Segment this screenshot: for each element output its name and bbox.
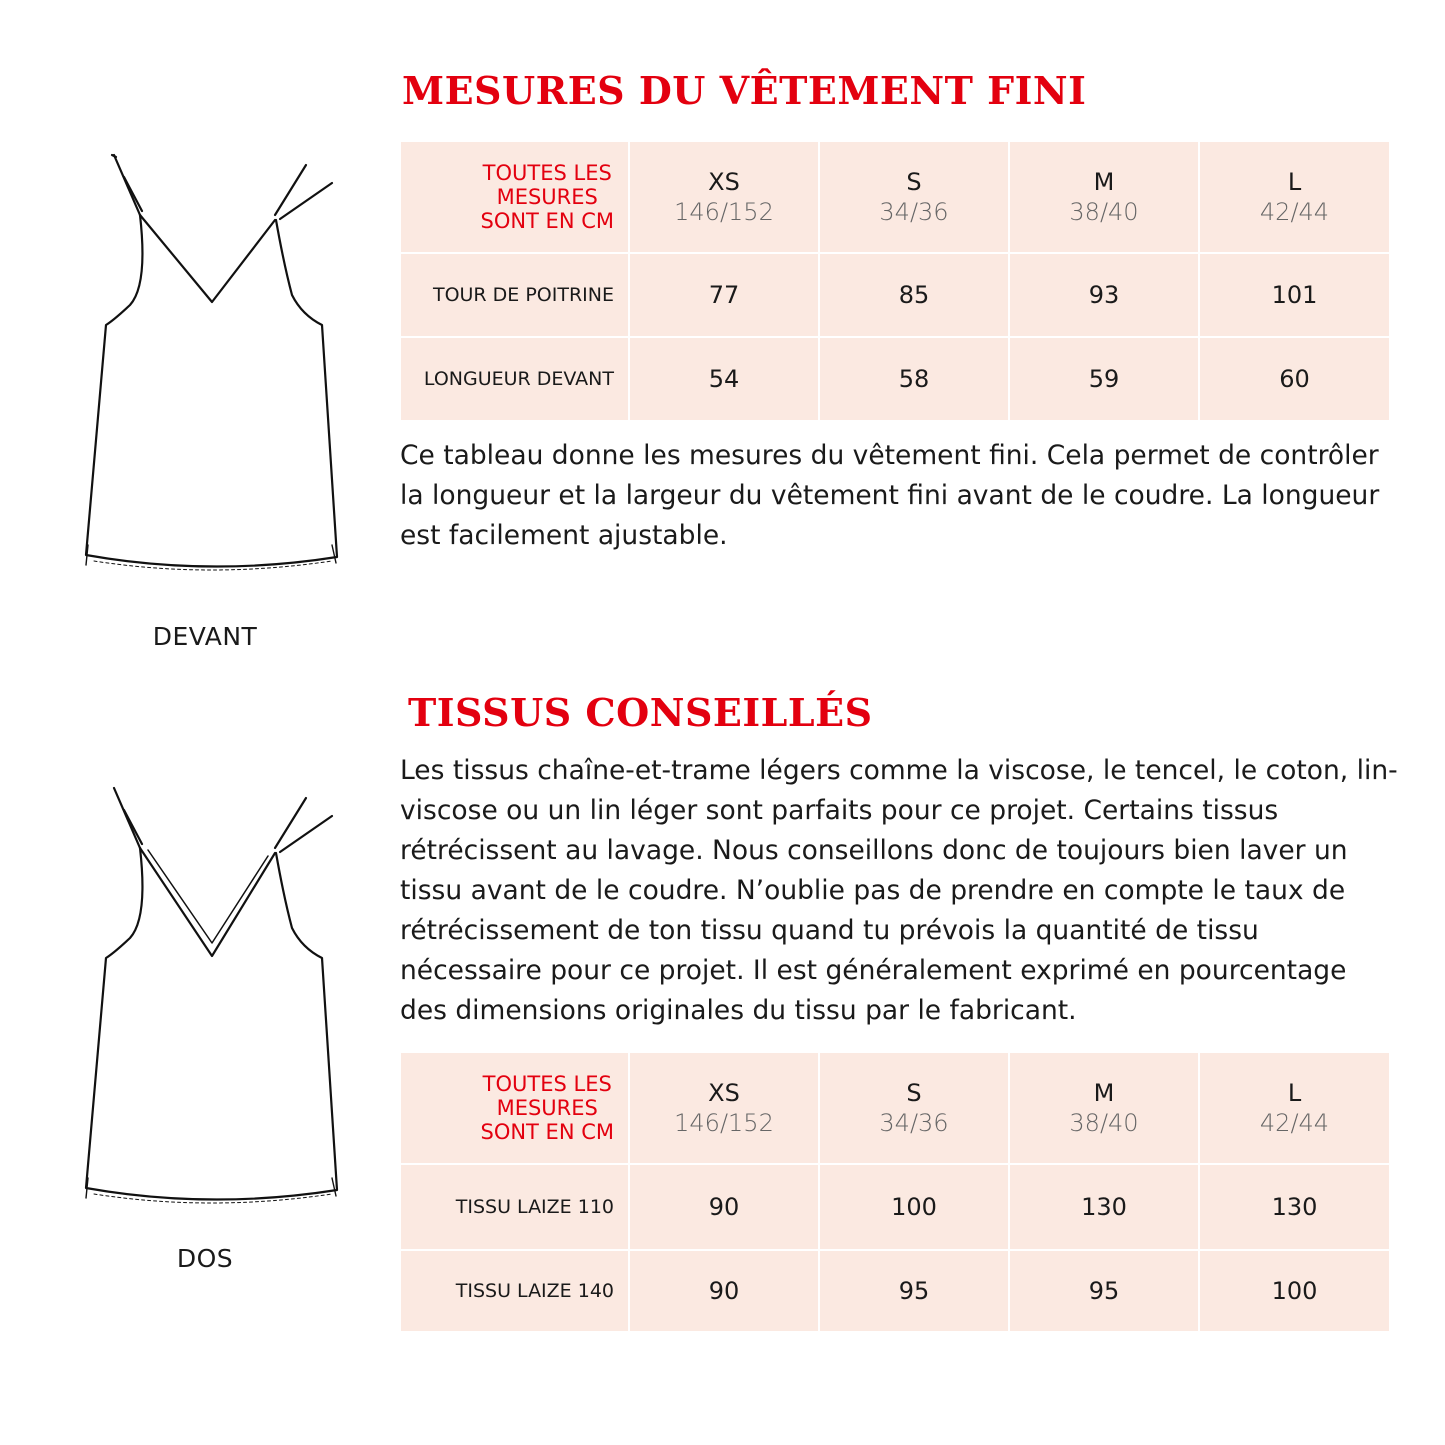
units-line: SONT EN CM	[480, 209, 614, 233]
table-row	[400, 1250, 1390, 1332]
cell-value: 60	[1199, 337, 1390, 421]
cell-value: 130	[1009, 1164, 1199, 1250]
row-label: LONGUEUR DEVANT	[400, 337, 629, 421]
fabrics-description: Les tissus chaîne-et-trame légers comme la viscose, le tencel, le coton, lin-viscose ou un lin léger sont parfaits pour ce projet. Certains tissus rétrécissent au lavage. Nous conseillons donc de toujours bien laver un tissu avant de le coudre. N’oublie pas de prendre en compte le taux de rétrécissement de ton tissu quand tu prévois la quantité de tissu nécessaire pour ce projet. Il est généralement exprimé en pourcentage des dimensions originales du tissu par le fabricant.	[400, 755, 1398, 1026]
units-line: SONT EN CM	[480, 1120, 614, 1144]
cell-value: 77	[629, 253, 819, 337]
size-header-l: L 42/44	[1199, 141, 1390, 253]
row-label: TOUR DE POITRINE	[400, 253, 629, 337]
cell-value: 130	[1199, 1164, 1390, 1250]
size-header-m: M 38/40	[1009, 1052, 1199, 1164]
measures-description: Ce tableau donne les mesures du vêtement fini. Cela permet de contrôler la longueur et la largeur du vêtement fini avant de le coudre. La longueur est facilement ajustable.	[400, 440, 1380, 551]
fabrics-title: TISSUS CONSEILLÉS	[408, 690, 873, 735]
table-row	[400, 1164, 1390, 1250]
table-row	[400, 337, 1390, 421]
row-label: TISSU LAIZE 110	[400, 1164, 629, 1250]
size-header-m: M 38/40	[1009, 141, 1199, 253]
cell-value: 59	[1009, 337, 1199, 421]
fabrics-table	[399, 1051, 1391, 1333]
cell-value: 100	[819, 1164, 1009, 1250]
size-header-xs: XS 146/152	[629, 141, 819, 253]
cell-value: 54	[629, 337, 819, 421]
table-header-row	[400, 1052, 1390, 1164]
table-header-row	[400, 141, 1390, 253]
units-line: MESURES	[496, 185, 598, 209]
back-caption: DOS	[176, 1244, 234, 1273]
cell-value: 85	[819, 253, 1009, 337]
size-header-xs: XS 146/152	[629, 1052, 819, 1164]
front-caption: DEVANT	[152, 622, 258, 651]
cell-value: 93	[1009, 253, 1199, 337]
units-label	[400, 141, 629, 253]
cell-value: 95	[819, 1250, 1009, 1332]
size-header-s: S 34/36	[819, 141, 1009, 253]
cell-value: 95	[1009, 1250, 1199, 1332]
front-garment-drawing	[70, 145, 350, 585]
cell-value: 100	[1199, 1250, 1390, 1332]
size-header-s: S 34/36	[819, 1052, 1009, 1164]
measures-title: MESURES DU VÊTEMENT FINI	[402, 68, 1087, 113]
back-garment-drawing	[70, 778, 350, 1218]
cell-value: 101	[1199, 253, 1390, 337]
row-label: TISSU LAIZE 140	[400, 1250, 629, 1332]
cell-value: 90	[629, 1250, 819, 1332]
size-header-l: L 42/44	[1199, 1052, 1390, 1164]
cell-value: 90	[629, 1164, 819, 1250]
measures-table	[399, 140, 1391, 422]
units-line: TOUTES LES	[482, 161, 612, 185]
units-line: MESURES	[496, 1096, 598, 1120]
units-label	[400, 1052, 629, 1164]
cell-value: 58	[819, 337, 1009, 421]
table-row	[400, 253, 1390, 337]
units-line: TOUTES LES	[482, 1072, 612, 1096]
